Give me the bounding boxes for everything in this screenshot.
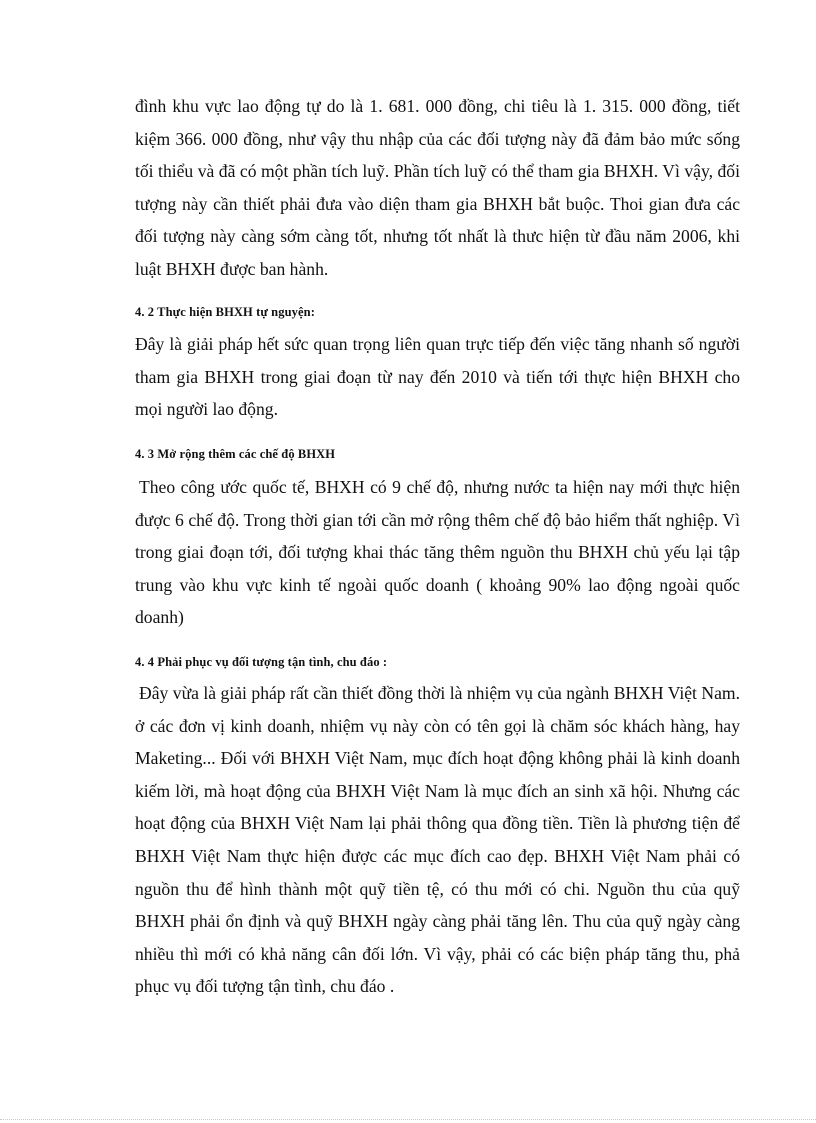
section-4-4-paragraph: Đây vừa là giải pháp rất cần thiết đồng thời là nhiệm vụ của ngành BHXH Việt Nam. ở các đơn vị kinh doanh, nhiệm vụ này còn có tên gọi là chăm sóc khách hàng, hay Maketing... Đối với BHXH Việt Nam, mục đích hoạt động không phải là kinh doanh kiếm lời, mà hoạt động của BHXH Việt Nam là mục đích an sinh xã hội. Nhưng các hoạt động của BHXH Việt Nam lại phải thông qua đồng tiền. Tiền là phương tiện để BHXH Việt Nam thực hiện được các mục đích cao đẹp. BHXH Việt Nam phải có nguồn thu để hình thành một quỹ tiền tệ, có thu mới có chi. Nguồn thu của quỹ BHXH phải ổn định và quỹ BHXH ngày càng phải tăng lên. Thu của quỹ ngày càng nhiều thì mới có khả năng cân đối lớn. Vì vậy, phải có các biện pháp tăng thu, phả phục vụ đối tượng tận tình, chu đáo .	[135, 683, 740, 997]
intro-paragraph: đình khu vực lao động tự do là 1. 681. 000 đồng, chi tiêu là 1. 315. 000 đồng, tiết kiệm 366. 000 đồng, như vậy thu nhập của các đối tượng này đã đảm bảo mức sống tối thiểu và đã có một phần tích luỹ. Phần tích luỹ có thể tham gia BHXH. Vì vậy, đối tượng này cần thiết phải đưa vào diện tham gia BHXH bắt buộc. Thoi gian đưa các đối tượng này càng sớm càng tốt, nhưng tốt nhất là thưc hiện từ đầu năm 2006, khi luật BHXH được ban hành.	[135, 96, 740, 279]
section-heading-4-3: 4. 3 Mở rộng thêm các chế độ BHXH	[135, 447, 336, 461]
section-4-2-paragraph: Đây là giải pháp hết sức quan trọng liên quan trực tiếp đến việc tăng nhanh số người tham gia BHXH trong giai đoạn từ nay đến 2010 và tiến tới thực hiện BHXH cho mọi người lao động.	[135, 334, 740, 420]
section-4-3-paragraph: Theo công ước quốc tế, BHXH có 9 chế độ, nhưng nước ta hiện nay mới thực hiện được 6 chế độ. Trong thời gian tới cần mở rộng thêm chế độ bảo hiểm thất nghiệp. Vì trong giai đoạn tới, đối tượng khai thác tăng thêm nguồn thu BHXH chủ yếu lại tập trung vào khu vực kinh tế ngoài quốc doanh ( khoảng 90% lao động ngoài quốc doanh)	[135, 477, 740, 628]
intro-paragraph-block	[135, 90, 740, 286]
section-heading-4-2: 4. 2 Thực hiện BHXH tự nguyện:	[135, 305, 315, 319]
section-4-2-block	[135, 328, 740, 426]
section-heading-4-4: 4. 4 Phải phục vụ đối tượng tận tình, chu đáo :	[135, 655, 388, 669]
page-bottom-divider	[0, 1119, 816, 1120]
section-4-3-block	[135, 471, 740, 634]
section-4-4-block	[135, 677, 740, 1003]
